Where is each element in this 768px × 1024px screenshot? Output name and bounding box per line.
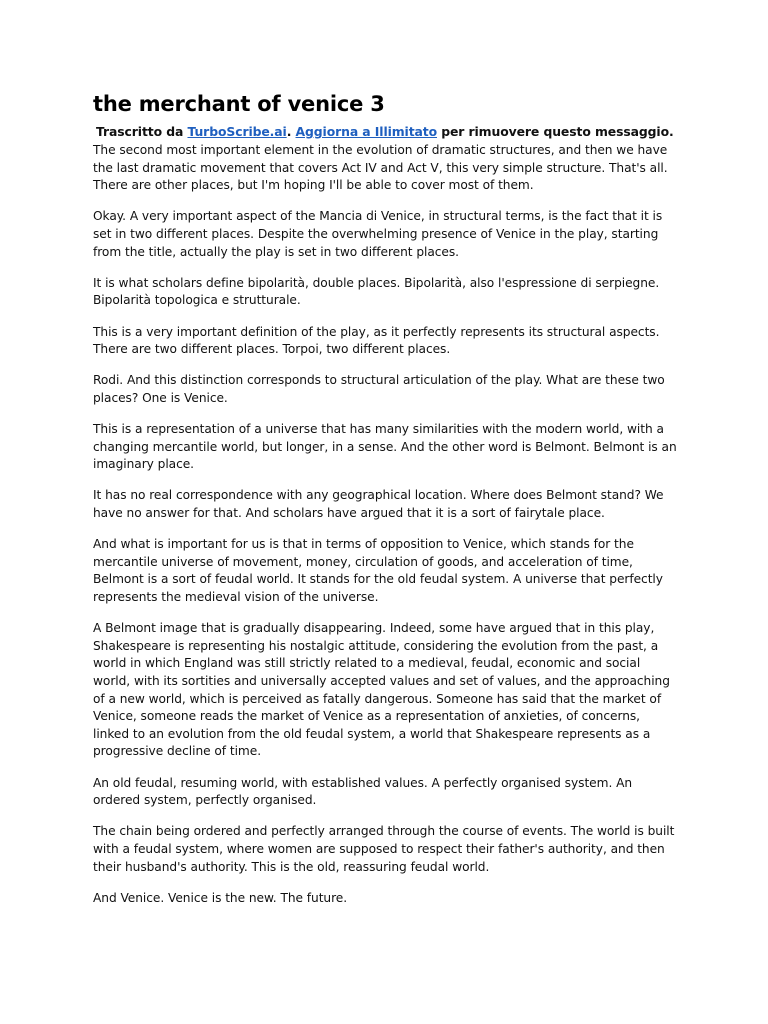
paragraph: It has no real correspondence with any geographical location. Where does Belmont stand? We have no answer for that. And scholars have argued that it is a sort of fairytale place. — [93, 488, 664, 521]
paragraph: The chain being ordered and perfectly arranged through the course of events. The world is built with a feudal system, where women are supposed to respect their father's authority, and then their husband's authority. This is the old, reassuring feudal world. — [93, 824, 675, 874]
notice-suffix: per rimuovere questo messaggio. — [437, 124, 674, 139]
document-body — [93, 142, 678, 907]
paragraph: Okay. A very important aspect of the Mancia di Venice, in structural terms, is the fact that it is set in two different places. Despite the overwhelming presence of Venice in the play, starting from the title, actually the play is set in two different places. — [93, 209, 663, 259]
notice-prefix: Trascritto da — [96, 124, 188, 139]
paragraph: Rodi. And this distinction corresponds to structural articulation of the play. What are these two places? One is Venice. — [93, 373, 665, 405]
transcription-notice — [96, 124, 678, 140]
paragraph: A Belmont image that is gradually disappearing. Indeed, some have argued that in this play, Shakespeare is representing his nostalgic attitude, considering the evolution from the past, a world in which England was still strictly related to a medieval, feudal, economic and social world, with its sortities and universally accepted values and set of values, and the approaching of a new world, which is perceived as fatally dangerous. Someone has said that the market of Venice, someone reads the market of Venice as a representation of anxieties, of concerns, linked to an evolution from the old feudal system, a world that Shakespeare represents as a progressive decline of time. — [93, 621, 670, 759]
turboscribe-link[interactable]: TurboScribe.ai — [187, 124, 287, 139]
document-title: the merchant of venice 3 — [93, 92, 385, 116]
document-page — [93, 90, 678, 921]
paragraph: It is what scholars define bipolarità, double places. Bipolarità, also l'espressione di serpiegne. Bipolarità topologica e strutturale. — [93, 275, 660, 308]
paragraph: The second most important element in the evolution of dramatic structures, and then we have the last dramatic movement that covers Act IV and Act V, this very simple structure. That's all. There are other places, but I'm hoping I'll be able to cover most of them. — [93, 143, 668, 193]
paragraph: And Venice. Venice is the new. The future. — [93, 890, 348, 905]
paragraph: This is a very important definition of the play, as it perfectly represents its structural aspects. There are two different places. Torpoi, two different places. — [93, 324, 660, 357]
notice-separator: . — [286, 124, 296, 139]
paragraph: And what is important for us is that in terms of opposition to Venice, which stands for the mercantile universe of movement, money, circulation of goods, and acceleration of time, Belmont is a sort of feudal world. It stands for the old feudal system. A universe that perfectly represents the medieval vision of the universe. — [93, 537, 663, 605]
upgrade-unlimited-link[interactable]: Aggiorna a Illimitato — [295, 124, 438, 139]
paragraph: An old feudal, resuming world, with established values. A perfectly organised system. An ordered system, perfectly organised. — [93, 775, 633, 808]
paragraph: This is a representation of a universe that has many similarities with the modern world, with a changing mercantile world, but longer, in a sense. And the other word is Belmont. Belmont is an imaginary place. — [93, 422, 677, 472]
